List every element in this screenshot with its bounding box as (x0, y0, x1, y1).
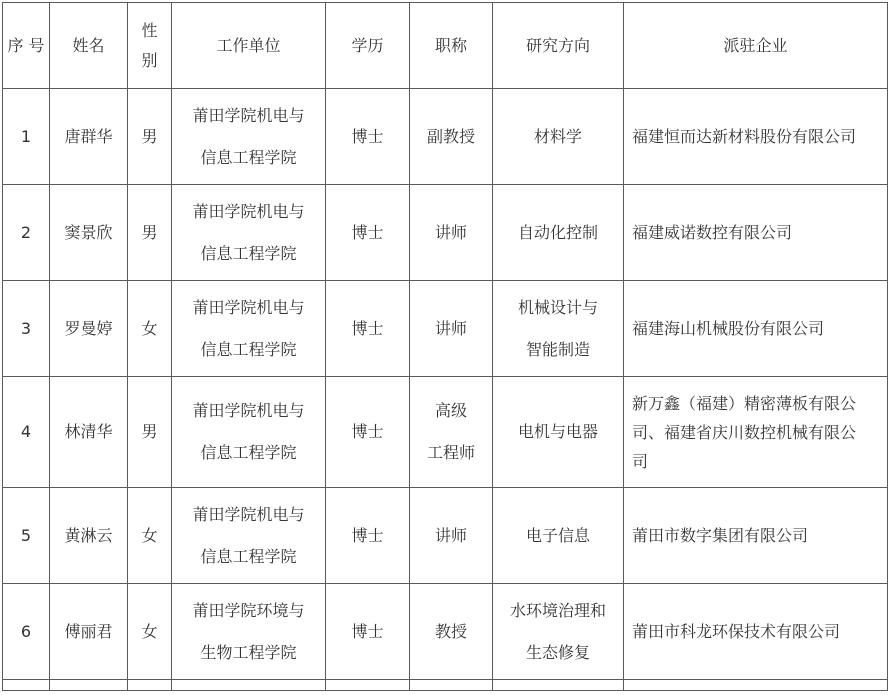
cell-education: 博士 (326, 185, 410, 281)
cell-unit-line2: 信息工程学院 (200, 546, 297, 566)
cell-empty (3, 680, 50, 691)
cell-unit-line2: 信息工程学院 (200, 339, 297, 359)
cell-index: 1 (3, 89, 50, 185)
cell-name: 罗曼婷 (50, 281, 128, 377)
cell-company: 莆田市数字集团有限公司 (624, 488, 888, 584)
cell-unit-line2: 信息工程学院 (200, 243, 297, 263)
cell-research (493, 584, 624, 680)
cell-research-line2: 生态修复 (525, 642, 590, 662)
header-research: 研究方向 (493, 3, 624, 89)
cell-index: 3 (3, 281, 50, 377)
cell-title: 副教授 (410, 89, 493, 185)
cell-empty (172, 680, 326, 691)
cell-unit (172, 89, 326, 185)
cell-education: 博士 (326, 281, 410, 377)
cell-unit-line1: 莆田学院机电与 (192, 504, 305, 524)
cell-title: 讲师 (410, 185, 493, 281)
cell-unit (172, 185, 326, 281)
cell-unit-line1: 莆田学院环境与 (192, 600, 305, 620)
cell-research: 电机与电器 (493, 377, 624, 488)
cell-gender: 男 (128, 89, 172, 185)
table-row (3, 185, 888, 281)
cell-title: 讲师 (410, 488, 493, 584)
cell-company: 福建威诺数控有限公司 (624, 185, 888, 281)
cell-unit-line1: 莆田学院机电与 (192, 201, 305, 221)
cell-name: 黄淋云 (50, 488, 128, 584)
table-row-partial (3, 680, 888, 691)
cell-empty (326, 680, 410, 691)
cell-name: 傅丽君 (50, 584, 128, 680)
cell-unit-line1: 莆田学院机电与 (192, 297, 305, 317)
cell-empty (624, 680, 888, 691)
cell-company-line3: 司 (632, 451, 649, 471)
cell-unit (172, 584, 326, 680)
cell-empty (493, 680, 624, 691)
cell-education: 博士 (326, 89, 410, 185)
cell-index: 6 (3, 584, 50, 680)
cell-unit-line2: 信息工程学院 (200, 443, 297, 462)
cell-gender: 男 (128, 185, 172, 281)
header-unit: 工作单位 (172, 3, 326, 89)
header-name: 姓名 (50, 3, 128, 89)
cell-name: 唐群华 (50, 89, 128, 185)
cell-gender: 女 (128, 488, 172, 584)
cell-unit-line2: 生物工程学院 (200, 642, 297, 662)
cell-title: 讲师 (410, 281, 493, 377)
cell-title-line2: 工程师 (426, 443, 475, 462)
expert-table (2, 2, 888, 691)
cell-education: 博士 (326, 488, 410, 584)
cell-company: 福建恒而达新材料股份有限公司 (624, 89, 888, 185)
cell-empty (50, 680, 128, 691)
cell-index: 4 (3, 377, 50, 488)
cell-research-line2: 智能制造 (525, 339, 590, 359)
cell-research: 材料学 (493, 89, 624, 185)
cell-title-line1: 高级 (434, 401, 467, 420)
cell-research-line1: 机械设计与 (517, 297, 598, 317)
cell-company-line1: 新万鑫（福建）精密薄板有限公 (632, 393, 857, 413)
cell-unit-line2: 信息工程学院 (200, 147, 297, 167)
cell-education: 博士 (326, 584, 410, 680)
table-row (3, 281, 888, 377)
cell-title: 教授 (410, 584, 493, 680)
header-index-line2: 号 (28, 35, 45, 55)
header-gender-line1: 性 (141, 20, 158, 40)
cell-unit-line1: 莆田学院机电与 (192, 401, 305, 420)
cell-title (410, 377, 493, 488)
header-company: 派驻企业 (624, 3, 888, 89)
cell-index: 2 (3, 185, 50, 281)
cell-unit (172, 281, 326, 377)
cell-unit (172, 488, 326, 584)
cell-empty (128, 680, 172, 691)
cell-company: 莆田市科龙环保技术有限公司 (624, 584, 888, 680)
table-row (3, 89, 888, 185)
cell-name: 窦景欣 (50, 185, 128, 281)
table-row (3, 377, 888, 488)
header-index (3, 3, 50, 89)
cell-gender: 女 (128, 281, 172, 377)
cell-name: 林清华 (50, 377, 128, 488)
cell-research: 自动化控制 (493, 185, 624, 281)
cell-research (493, 281, 624, 377)
cell-unit (172, 377, 326, 488)
cell-gender: 女 (128, 584, 172, 680)
cell-company: 福建海山机械股份有限公司 (624, 281, 888, 377)
cell-company-line2: 司、福建省庆川数控机械有限公 (632, 422, 857, 442)
header-index-line1: 序 (7, 35, 24, 55)
table-row (3, 584, 888, 680)
header-title: 职称 (410, 3, 493, 89)
cell-gender: 男 (128, 377, 172, 488)
cell-company (624, 377, 888, 488)
header-education: 学历 (326, 3, 410, 89)
table-row (3, 488, 888, 584)
cell-research-line1: 水环境治理和 (509, 600, 606, 620)
cell-research: 电子信息 (493, 488, 624, 584)
header-gender-line2: 别 (141, 50, 158, 70)
header-row (3, 3, 888, 89)
cell-unit-line1: 莆田学院机电与 (192, 105, 305, 125)
header-gender (128, 3, 172, 89)
cell-index: 5 (3, 488, 50, 584)
cell-education: 博士 (326, 377, 410, 488)
cell-empty (410, 680, 493, 691)
